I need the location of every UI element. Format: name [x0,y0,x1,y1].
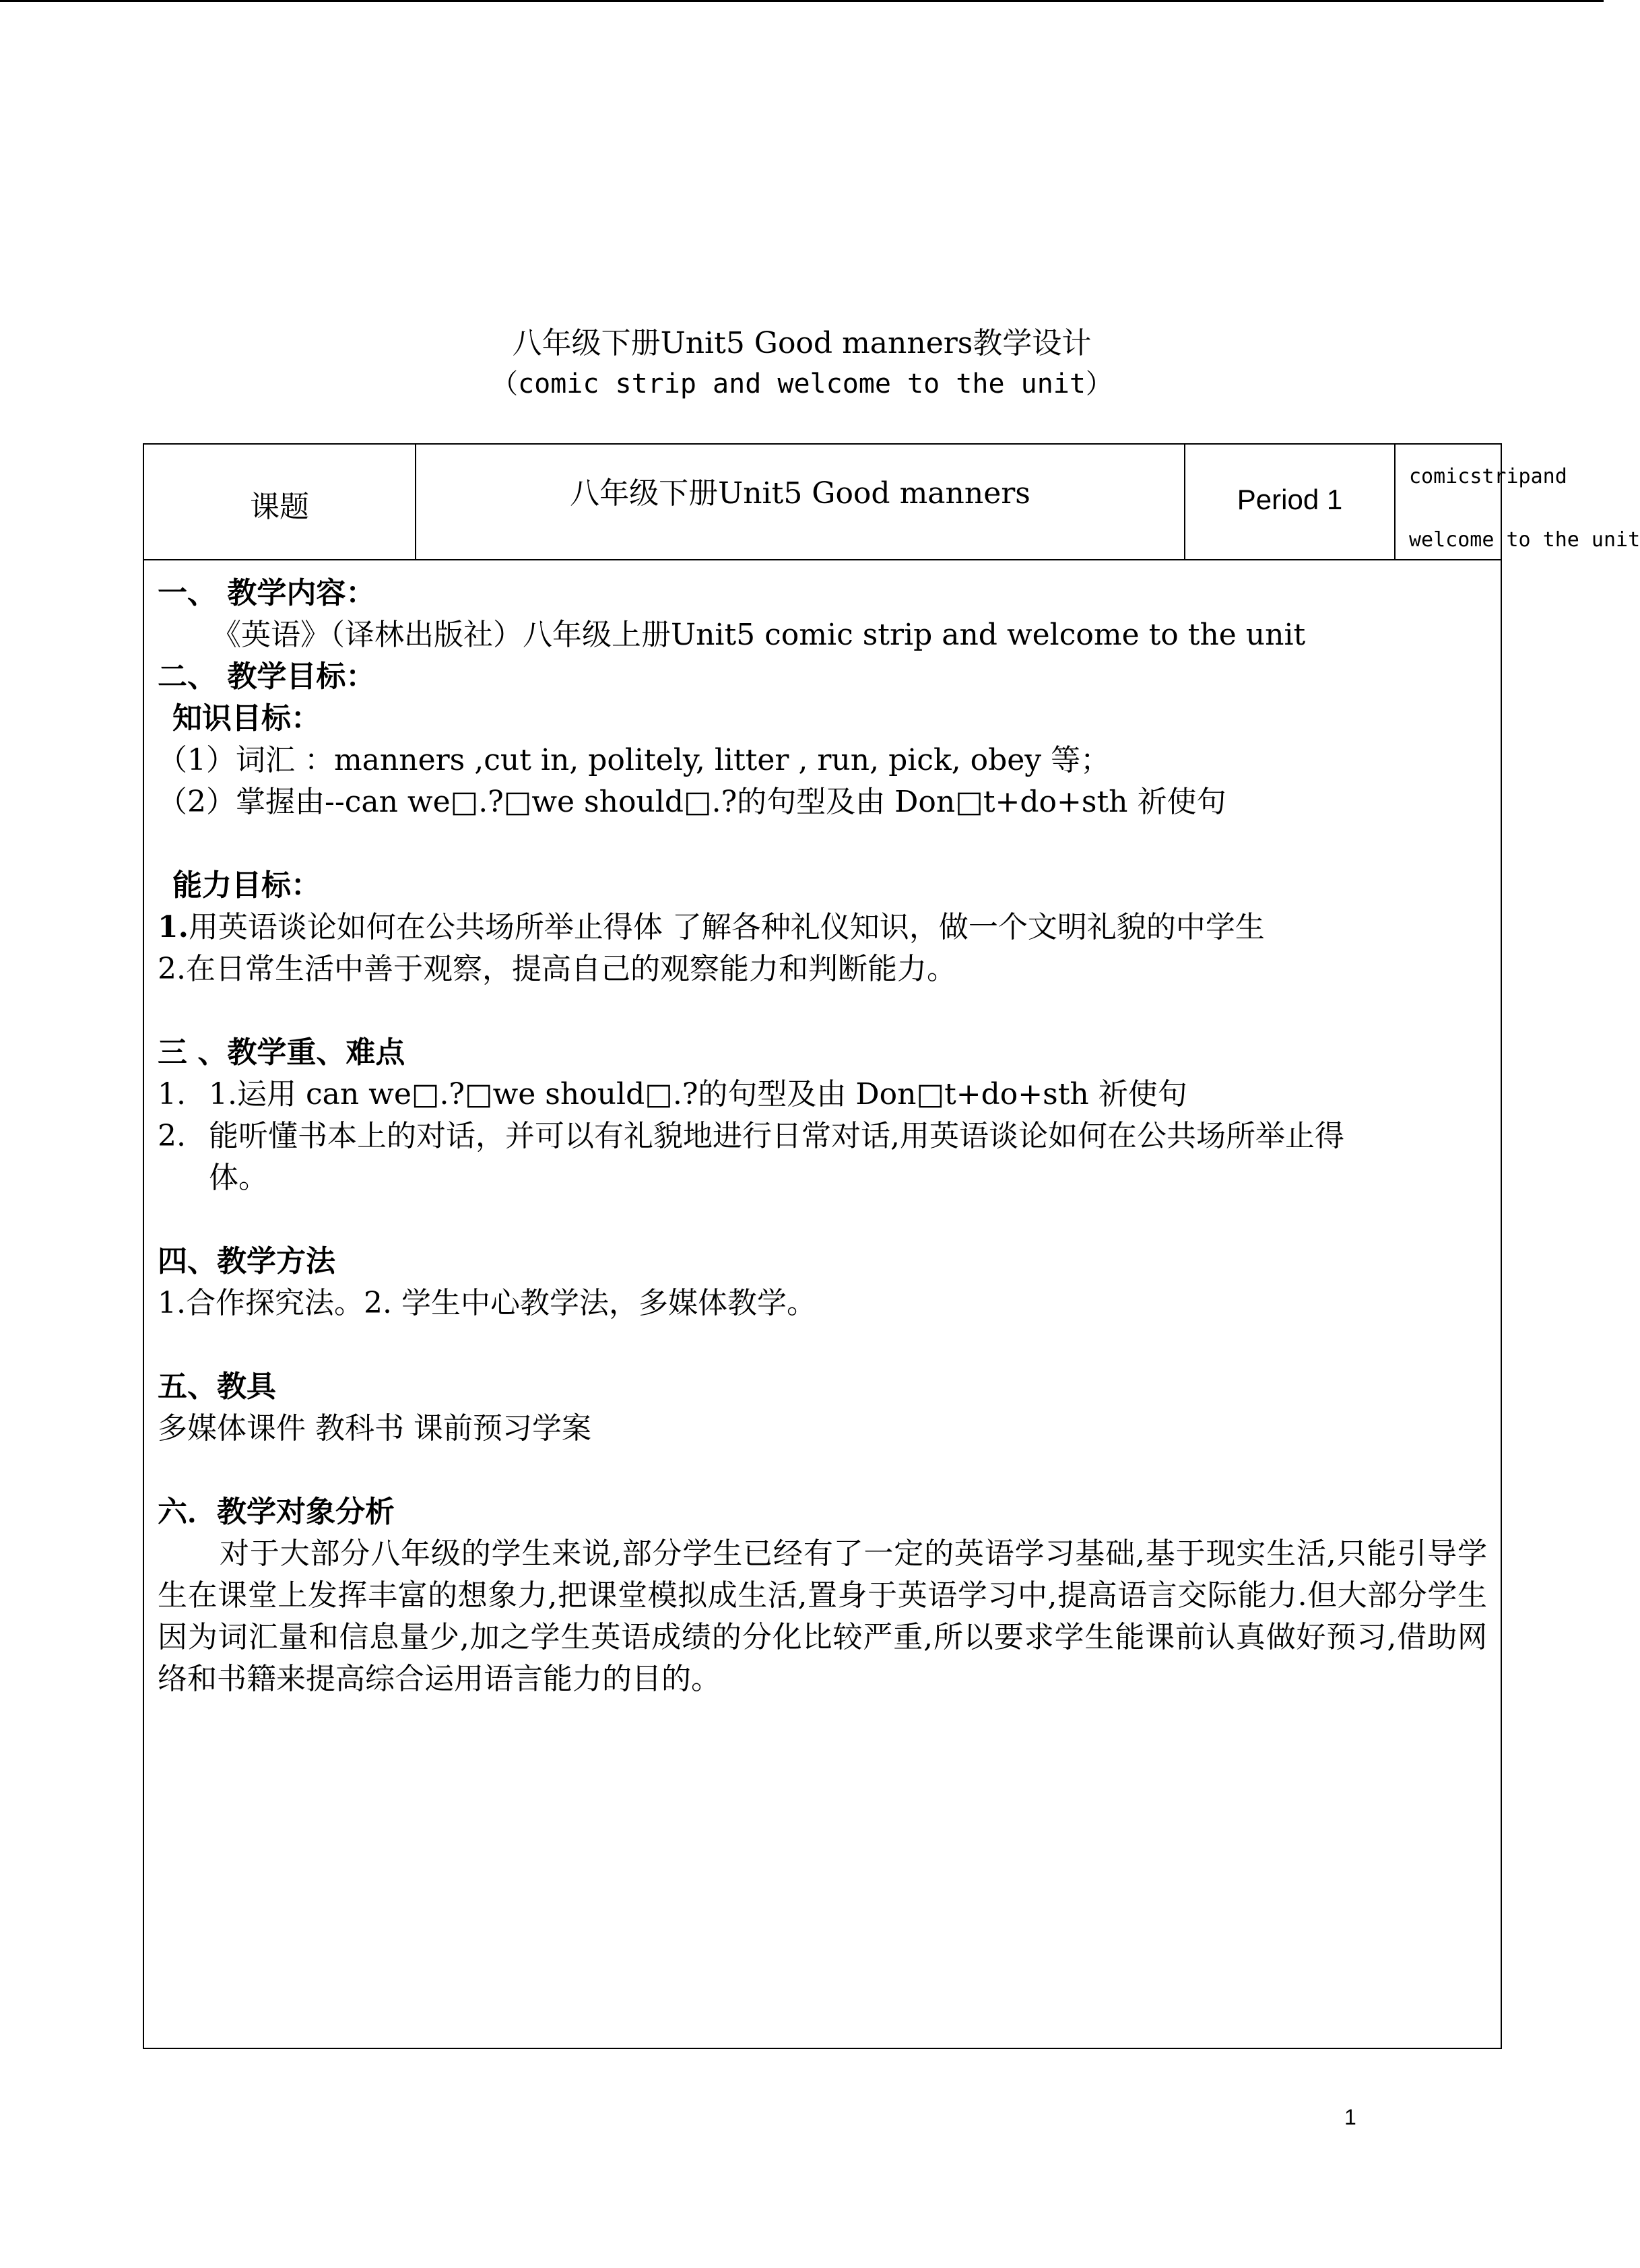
subtopic-word: and [1530,465,1567,488]
knowledge-goal-2: （2）掌握由--can we□.?□we should□.?的句型及由 Don□t+do+sth 祈使句 [158,785,1226,819]
subtopic-cell [1396,445,1640,559]
document-subtitle: （comic strip and welcome to the unit） [491,368,1113,399]
topic-label: 课题 [250,490,309,524]
page-number: 1 [1344,2105,1356,2129]
subtopic-word: strip [1470,465,1531,488]
section-4-heading: 四、教学方法 [158,1244,335,1278]
key-point-2-continued: 体。 [209,1161,268,1195]
knowledge-goals-heading: 知识目标： [172,701,321,736]
key-point-2-number: 2. [158,1119,186,1153]
section-6-heading: 六．教学对象分析 [158,1495,395,1529]
key-point-1-number: 1. [158,1077,186,1111]
knowledge-goal-1: （1）词汇 ：manners ,cut in, politely, litter , run, pick, obey 等； [158,743,1111,777]
section-2-heading: 二、 教学目标： [158,659,376,694]
document-title: 八年级下册Unit5 Good manners教学设计 [512,326,1092,360]
subtopic-word: comic [1409,465,1470,488]
ability-goal-2: 2.在日常生活中善于观察，提高自己的观察能力和判断能力。 [158,952,956,986]
section-4-text: 1.合作探究法。2. 学生中心教学法，多媒体教学。 [158,1286,816,1320]
section-3-heading: 三 、教学重、难点 [158,1035,405,1070]
table-body [158,573,1487,1700]
ability-goals-heading: 能力目标： [172,868,321,903]
key-point-1 [158,1074,1487,1115]
period-cell [1185,445,1396,559]
ability-goal-1-text: 用英语谈论如何在公共场所举止得体 了解各种礼仪知识，做一个文明礼貌的中学生 [188,910,1265,944]
key-point-2-text: 能听懂书本上的对话，并可以有礼貌地进行日常对话,用英语谈论如何在公共场所举止得 [209,1119,1344,1153]
topic-value: 八年级下册Unit5 Good manners [570,476,1030,511]
section-5-heading: 五、教具 [158,1369,276,1404]
key-point-1-text: 1.运用 can we□.?□we should□.?的句型及由 Don□t+do+sth 祈使句 [209,1077,1187,1111]
subtopic-line-2: welcome to the unit [1409,528,1640,552]
period-label: Period 1 [1237,484,1343,515]
top-border-line [0,0,1604,2]
topic-label-cell [144,445,416,559]
topic-value-cell [416,445,1185,559]
lesson-plan-table [143,443,1640,2049]
ability-goal-1 [158,907,1487,948]
section-1-heading: 一、 教学内容： [158,576,376,610]
key-point-2 [158,1115,1487,1157]
section-6-paragraph: 对于大部分八年级的学生来说,部分学生已经有了一定的英语学习基础,基于现实生活,只能引导学生在课堂上发挥丰富的想象力,把课堂模拟成生活,置身于英语学习中,提高语言交际能力.但大部分学生因为词汇量和信息量少,加之学生英语成绩的分化比较严重,所以要求学生能课前认真做好预习,借助网络和书籍来提高综合运用语言能力的目的。 [158,1536,1487,1696]
ability-goal-1-number: 1. [158,910,189,944]
table-header-row [144,445,1640,560]
section-5-text: 多媒体课件 教科书 课前预习学案 [158,1411,591,1446]
section-1-text: 《英语》（译林出版社）八年级上册Unit5 comic strip and welcome to the unit [211,618,1306,652]
subtopic-line-1 [1409,465,1567,488]
